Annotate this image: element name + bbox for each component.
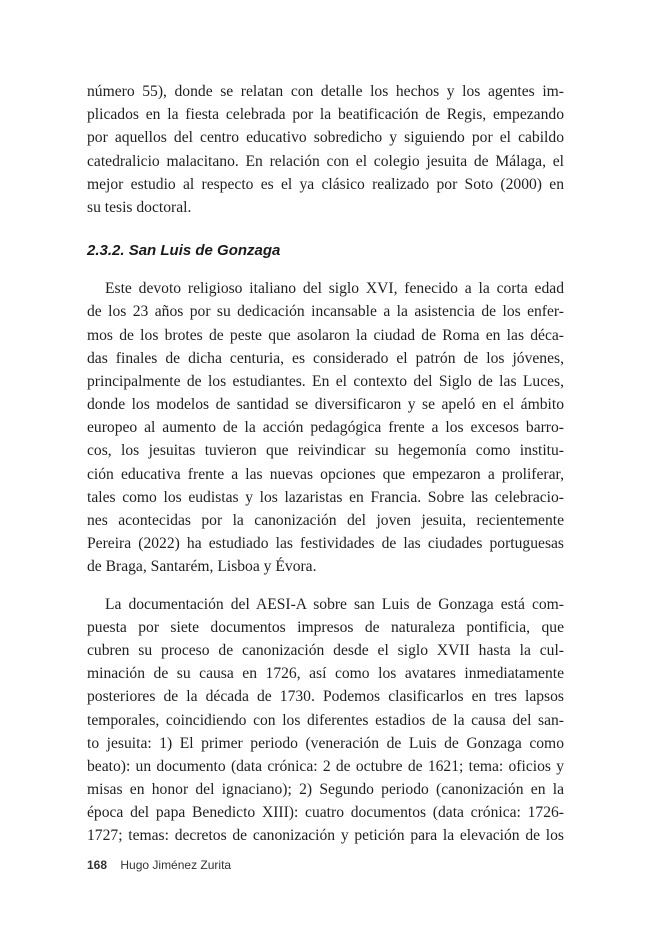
- paragraph-3: [87, 593, 564, 848]
- section-heading: 2.3.2. San Luis de Gonzaga: [87, 242, 281, 260]
- text-line: Pereira (2022) ha estudiado las festividades de las ciudades portuguesas: [87, 535, 564, 553]
- text-line: donde los modelos de santidad se diversificaron y se apeló en el ámbito: [87, 396, 564, 414]
- text-line: europeo al aumento de la acción pedagógica frente a los excesos barro-: [87, 419, 564, 437]
- text-line: puesta por siete documentos impresos de naturaleza pontificia, que: [87, 618, 564, 636]
- paragraph-2: [87, 277, 564, 578]
- text-line: época del papa Benedicto XIII): cuatro documentos (data crónica: 1726-: [87, 804, 564, 822]
- text-line: ción educativa frente a las nuevas opciones que empezaron a proliferar,: [87, 465, 564, 483]
- text-line: misas en honor del ignaciano); 2) Segundo periodo (canonización en la: [87, 781, 564, 799]
- text-line: número 55), donde se relatan con detalle los hechos y los agentes im-: [87, 83, 564, 100]
- text-line: La documentación del AESI-A sobre san Luis de Gonzaga está com-: [105, 595, 564, 613]
- page-number: 168: [87, 858, 108, 872]
- text-line: de los 23 años por su dedicación incansable a la asistencia de los enfer-: [87, 303, 564, 321]
- text-line: beato): un documento (data crónica: 2 de octubre de 1621; tema: oficios y: [87, 757, 564, 775]
- text-line: posteriores de la década de 1730. Podemos clasificarlos en tres lapsos: [87, 688, 564, 706]
- text-line: por aquellos del centro educativo sobredicho y siguiendo por el cabildo: [87, 129, 564, 147]
- text-line: principalmente de los estudiantes. En el contexto del Siglo de las Luces,: [87, 372, 564, 390]
- text-line: das finales de dicha centuria, es considerado el patrón de los jóvenes,: [87, 349, 564, 367]
- text-line: Este devoto religioso italiano del siglo XVI, fenecido a la corta edad: [105, 280, 564, 298]
- text-line: to jesuita: 1) El primer periodo (veneración de Luis de Gonzaga como: [87, 734, 564, 752]
- paragraph-gap: [87, 579, 564, 593]
- text-line: cubren su proceso de canonización desde el siglo XVII hasta la cul-: [87, 641, 564, 659]
- text-line: cos, los jesuitas tuvieron que reivindicar su hegemonía como institu-: [87, 442, 564, 460]
- page-body: [87, 80, 564, 848]
- text-line: plicados en la fiesta celebrada por la beatificación de Regis, empezando: [87, 106, 564, 124]
- text-line: temporales, coincidiendo con los diferentes estadios de la causa del san-: [87, 711, 564, 729]
- text-line: 1727; temas: decretos de canonización y petición para la elevación de los: [87, 827, 564, 845]
- author-name: Hugo Jiménez Zurita: [120, 858, 232, 872]
- text-line: mejor estudio al respecto es el ya clásico realizado por Soto (2000) en: [87, 175, 564, 193]
- text-line: mos de los brotes de peste que asolaron la ciudad de Roma en las déca-: [87, 326, 564, 344]
- text-line: tales como los eudistas y los lazaristas en Francia. Sobre las celebracio-: [87, 488, 564, 506]
- text-line: de Braga, Santarém, Lisboa y Évora.: [87, 558, 317, 576]
- page-footer: [87, 858, 231, 872]
- text-line: su tesis doctoral.: [87, 198, 192, 216]
- text-line: nes acontecidas por la canonización del joven jesuita, recientemente: [87, 512, 564, 529]
- paragraph-1: [87, 80, 564, 219]
- text-line: minación de su causa en 1726, así como los avatares inmediatamente: [87, 665, 564, 683]
- text-line: catedralicio malacitano. En relación con el colegio jesuita de Málaga, el: [87, 152, 564, 170]
